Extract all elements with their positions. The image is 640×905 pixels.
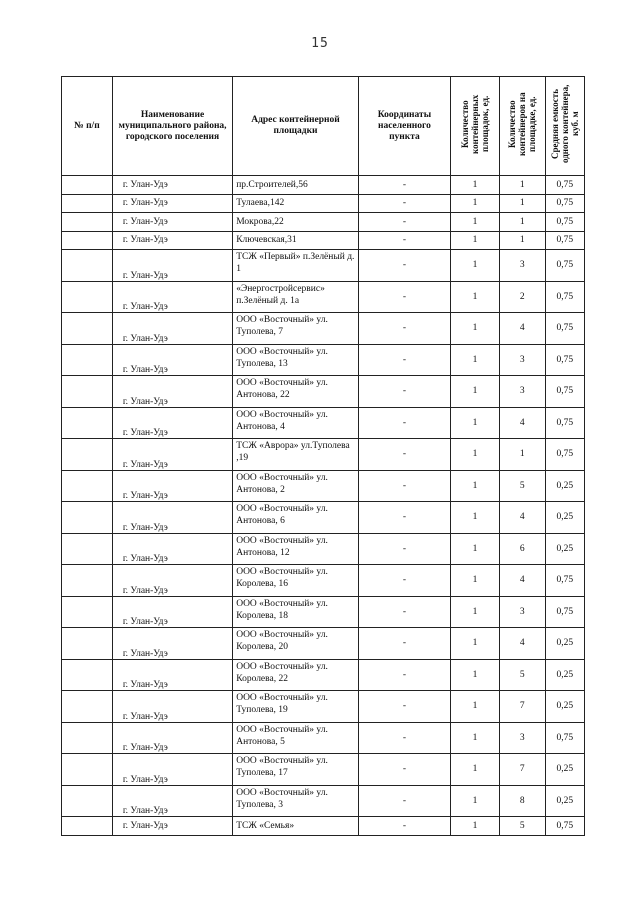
header-address: Адрес контейнерной площадки [233, 77, 359, 176]
cell-index [62, 313, 113, 345]
cell-avg-capacity: 0,75 [545, 250, 584, 282]
cell-containers-count: 3 [499, 250, 545, 282]
cell-containers-count: 1 [499, 231, 545, 250]
header-platforms-count-text: Количество контейнерных площадок, ед. [459, 94, 490, 154]
cell-platforms-count: 1 [451, 691, 500, 723]
cell-coordinates: - [358, 250, 450, 282]
cell-municipality: г. Улан-Удэ [112, 194, 232, 213]
cell-platforms-count: 1 [451, 376, 500, 408]
cell-index [62, 250, 113, 282]
table-row [62, 313, 585, 345]
cell-containers-count: 3 [499, 344, 545, 376]
cell-address: ООО «Восточный» ул. Антонова, 12 [233, 533, 359, 565]
cell-avg-capacity: 0,75 [545, 722, 584, 754]
table-row [62, 596, 585, 628]
cell-containers-count: 7 [499, 754, 545, 786]
cell-index [62, 376, 113, 408]
cell-coordinates: - [358, 176, 450, 195]
table-row [62, 659, 585, 691]
cell-avg-capacity: 0,25 [545, 754, 584, 786]
cell-coordinates: - [358, 213, 450, 232]
table-row [62, 470, 585, 502]
cell-containers-count: 1 [499, 194, 545, 213]
cell-municipality: г. Улан-Удэ [112, 533, 232, 565]
cell-address: ООО «Восточный» ул. Антонова, 5 [233, 722, 359, 754]
header-containers-count-text: Количество контейнеров на площадке, ед. [507, 92, 538, 156]
cell-coordinates: - [358, 470, 450, 502]
cell-coordinates: - [358, 596, 450, 628]
header-avg-capacity [545, 77, 584, 176]
cell-address: ООО «Восточный» ул. Королева, 20 [233, 628, 359, 660]
table-row [62, 817, 585, 836]
cell-containers-count: 5 [499, 659, 545, 691]
table-row [62, 176, 585, 195]
cell-platforms-count: 1 [451, 194, 500, 213]
cell-municipality: г. Улан-Удэ [112, 281, 232, 313]
cell-platforms-count: 1 [451, 817, 500, 836]
cell-containers-count: 4 [499, 502, 545, 534]
cell-platforms-count: 1 [451, 754, 500, 786]
cell-platforms-count: 1 [451, 407, 500, 439]
cell-containers-count: 7 [499, 691, 545, 723]
table-row [62, 213, 585, 232]
cell-index [62, 194, 113, 213]
cell-municipality: г. Улан-Удэ [112, 344, 232, 376]
cell-coordinates: - [358, 313, 450, 345]
cell-containers-count: 4 [499, 565, 545, 597]
cell-coordinates: - [358, 691, 450, 723]
cell-municipality: г. Улан-Удэ [112, 439, 232, 471]
cell-index [62, 628, 113, 660]
table-row [62, 281, 585, 313]
cell-index [62, 596, 113, 628]
cell-address: ТСЖ «Семья» [233, 817, 359, 836]
cell-avg-capacity: 0,75 [545, 407, 584, 439]
cell-containers-count: 6 [499, 533, 545, 565]
cell-address: ООО «Восточный» ул. Туполева, 7 [233, 313, 359, 345]
header-platforms-count [451, 77, 500, 176]
cell-index [62, 691, 113, 723]
cell-address: Ключевская,31 [233, 231, 359, 250]
cell-avg-capacity: 0,75 [545, 565, 584, 597]
cell-address: ООО «Восточный» ул. Королева, 18 [233, 596, 359, 628]
cell-index [62, 407, 113, 439]
cell-avg-capacity: 0,25 [545, 691, 584, 723]
cell-avg-capacity: 0,75 [545, 817, 584, 836]
cell-platforms-count: 1 [451, 213, 500, 232]
cell-index [62, 565, 113, 597]
cell-address: ООО «Восточный» ул. Королева, 16 [233, 565, 359, 597]
cell-municipality: г. Улан-Удэ [112, 470, 232, 502]
cell-containers-count: 4 [499, 407, 545, 439]
table-row [62, 785, 585, 817]
cell-platforms-count: 1 [451, 439, 500, 471]
header-index: № п/п [62, 77, 113, 176]
cell-containers-count: 1 [499, 213, 545, 232]
cell-index [62, 231, 113, 250]
cell-coordinates: - [358, 817, 450, 836]
cell-coordinates: - [358, 659, 450, 691]
cell-platforms-count: 1 [451, 785, 500, 817]
table-header-row [62, 77, 585, 176]
table-row [62, 754, 585, 786]
cell-containers-count: 3 [499, 596, 545, 628]
cell-platforms-count: 1 [451, 281, 500, 313]
cell-address: ТСЖ «Аврора» ул.Туполева ,19 [233, 439, 359, 471]
cell-index [62, 213, 113, 232]
cell-coordinates: - [358, 785, 450, 817]
cell-index [62, 754, 113, 786]
cell-municipality: г. Улан-Удэ [112, 250, 232, 282]
table-row [62, 533, 585, 565]
cell-index [62, 470, 113, 502]
cell-address: ООО «Восточный» ул. Туполева, 3 [233, 785, 359, 817]
cell-platforms-count: 1 [451, 722, 500, 754]
cell-address: ООО «Восточный» ул. Туполева, 19 [233, 691, 359, 723]
header-coordinates: Координаты населенного пункта [358, 77, 450, 176]
cell-avg-capacity: 0,75 [545, 231, 584, 250]
cell-containers-count: 3 [499, 722, 545, 754]
cell-address: пр.Строителей,56 [233, 176, 359, 195]
cell-avg-capacity: 0,25 [545, 628, 584, 660]
cell-municipality: г. Улан-Удэ [112, 596, 232, 628]
cell-municipality: г. Улан-Удэ [112, 817, 232, 836]
table-row [62, 628, 585, 660]
cell-containers-count: 1 [499, 176, 545, 195]
cell-address: ООО «Восточный» ул. Антонова, 2 [233, 470, 359, 502]
cell-address: ООО «Восточный» ул. Туполева, 17 [233, 754, 359, 786]
cell-municipality: г. Улан-Удэ [112, 628, 232, 660]
cell-coordinates: - [358, 502, 450, 534]
cell-index [62, 659, 113, 691]
cell-address: ООО «Восточный» ул. Антонова, 4 [233, 407, 359, 439]
cell-coordinates: - [358, 722, 450, 754]
cell-avg-capacity: 0,75 [545, 281, 584, 313]
cell-coordinates: - [358, 194, 450, 213]
cell-address: ООО «Восточный» ул. Туполева, 13 [233, 344, 359, 376]
cell-coordinates: - [358, 231, 450, 250]
cell-municipality: г. Улан-Удэ [112, 754, 232, 786]
cell-avg-capacity: 0,75 [545, 313, 584, 345]
cell-municipality: г. Улан-Удэ [112, 407, 232, 439]
cell-containers-count: 4 [499, 628, 545, 660]
cell-index [62, 439, 113, 471]
cell-municipality: г. Улан-Удэ [112, 785, 232, 817]
cell-containers-count: 8 [499, 785, 545, 817]
cell-municipality: г. Улан-Удэ [112, 565, 232, 597]
cell-index [62, 176, 113, 195]
cell-index [62, 502, 113, 534]
cell-index [62, 817, 113, 836]
header-avg-capacity-text: Средняя емкость одного контейнера, куб. м [549, 84, 580, 164]
cell-address: ТСЖ «Первый» п.Зелёный д. 1 [233, 250, 359, 282]
cell-avg-capacity: 0,75 [545, 176, 584, 195]
table-row [62, 376, 585, 408]
table-body [62, 176, 585, 836]
cell-containers-count: 1 [499, 439, 545, 471]
table-row [62, 344, 585, 376]
cell-municipality: г. Улан-Удэ [112, 659, 232, 691]
cell-avg-capacity: 0,25 [545, 470, 584, 502]
cell-municipality: г. Улан-Удэ [112, 213, 232, 232]
cell-avg-capacity: 0,25 [545, 659, 584, 691]
page-number: 15 [311, 36, 329, 51]
cell-index [62, 344, 113, 376]
cell-index [62, 722, 113, 754]
cell-platforms-count: 1 [451, 659, 500, 691]
cell-avg-capacity: 0,25 [545, 533, 584, 565]
cell-platforms-count: 1 [451, 565, 500, 597]
header-containers-count [499, 77, 545, 176]
cell-municipality: г. Улан-Удэ [112, 722, 232, 754]
cell-avg-capacity: 0,75 [545, 213, 584, 232]
cell-address: Мокрова,22 [233, 213, 359, 232]
table-row [62, 250, 585, 282]
cell-platforms-count: 1 [451, 231, 500, 250]
cell-coordinates: - [358, 628, 450, 660]
cell-municipality: г. Улан-Удэ [112, 231, 232, 250]
cell-avg-capacity: 0,75 [545, 596, 584, 628]
table-row [62, 565, 585, 597]
cell-avg-capacity: 0,25 [545, 502, 584, 534]
cell-platforms-count: 1 [451, 176, 500, 195]
cell-address: ООО «Восточный» ул. Королева, 22 [233, 659, 359, 691]
cell-municipality: г. Улан-Удэ [112, 376, 232, 408]
cell-address: ООО «Восточный» ул. Антонова, 6 [233, 502, 359, 534]
container-sites-table [61, 76, 585, 836]
cell-containers-count: 2 [499, 281, 545, 313]
table-row [62, 194, 585, 213]
table-row [62, 439, 585, 471]
cell-address: ООО «Восточный» ул. Антонова, 22 [233, 376, 359, 408]
cell-coordinates: - [358, 533, 450, 565]
cell-avg-capacity: 0,25 [545, 785, 584, 817]
cell-platforms-count: 1 [451, 533, 500, 565]
cell-platforms-count: 1 [451, 313, 500, 345]
cell-containers-count: 3 [499, 376, 545, 408]
cell-coordinates: - [358, 376, 450, 408]
cell-address: «Энергостройсервис» п.Зелёный д. 1а [233, 281, 359, 313]
cell-municipality: г. Улан-Удэ [112, 313, 232, 345]
cell-coordinates: - [358, 439, 450, 471]
cell-avg-capacity: 0,75 [545, 439, 584, 471]
table-row [62, 407, 585, 439]
header-municipality: Наименование муниципального района, городского поселения [112, 77, 232, 176]
cell-containers-count: 4 [499, 313, 545, 345]
cell-index [62, 281, 113, 313]
table-row [62, 691, 585, 723]
cell-containers-count: 5 [499, 470, 545, 502]
cell-index [62, 533, 113, 565]
cell-platforms-count: 1 [451, 470, 500, 502]
cell-coordinates: - [358, 754, 450, 786]
cell-platforms-count: 1 [451, 502, 500, 534]
cell-platforms-count: 1 [451, 596, 500, 628]
cell-platforms-count: 1 [451, 250, 500, 282]
cell-municipality: г. Улан-Удэ [112, 176, 232, 195]
cell-containers-count: 5 [499, 817, 545, 836]
cell-coordinates: - [358, 281, 450, 313]
cell-coordinates: - [358, 565, 450, 597]
cell-avg-capacity: 0,75 [545, 376, 584, 408]
cell-platforms-count: 1 [451, 628, 500, 660]
cell-municipality: г. Улан-Удэ [112, 502, 232, 534]
cell-coordinates: - [358, 344, 450, 376]
table-row [62, 722, 585, 754]
cell-index [62, 785, 113, 817]
cell-address: Тулаева,142 [233, 194, 359, 213]
cell-avg-capacity: 0,75 [545, 194, 584, 213]
cell-avg-capacity: 0,75 [545, 344, 584, 376]
cell-platforms-count: 1 [451, 344, 500, 376]
cell-municipality: г. Улан-Удэ [112, 691, 232, 723]
cell-coordinates: - [358, 407, 450, 439]
table-row [62, 231, 585, 250]
table-row [62, 502, 585, 534]
